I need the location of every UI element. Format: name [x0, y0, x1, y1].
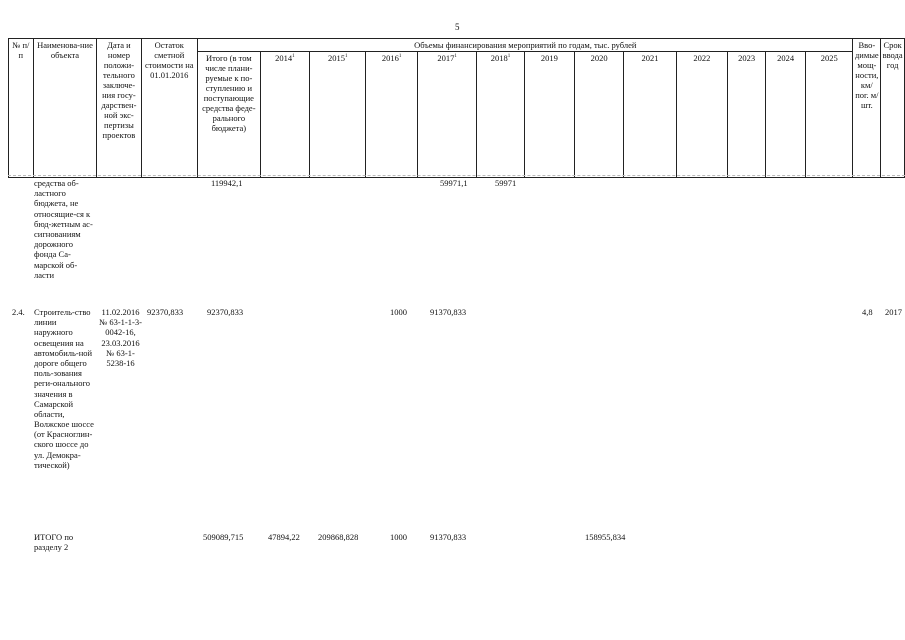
header-table	[8, 38, 905, 178]
row-1-2017: 59971,1	[440, 178, 468, 188]
row-3-total: 509089,715	[203, 532, 244, 542]
header-total: Итого (в том числе плани-руемые к по-ступлению и поступающие средства феде-рального бюджета)	[198, 52, 261, 178]
row-2-total: 92370,833	[207, 307, 244, 317]
header-year-2025: 2025	[806, 52, 853, 178]
row-1-name: средства об-ластного бюджета, не относящие-ся к бюд-жетным ас-сигнованиям дорожного фонда Са-марской об-ласти	[34, 178, 93, 280]
header-remaining: Остаток сметной стоимости на 01.01.2016	[141, 39, 198, 178]
header-year-2023: 2023	[728, 52, 766, 178]
row-2-2017: 91370,833	[430, 307, 467, 317]
header-capacity: Вво-димые мощ-ности, км/ пог. м/шт.	[853, 39, 881, 178]
table-divider	[8, 175, 905, 176]
header-year-2024: 2024	[766, 52, 806, 178]
row-3-2016: 1000	[390, 532, 407, 542]
row-2-deadline: 2017	[885, 307, 902, 317]
row-2-date-cert: 11.02.2016 № 63-1-1-3-0042-16, 23.03.2016 № 63-1-5238-16	[99, 307, 142, 368]
header-year-2016: 2016$^1$	[366, 52, 417, 178]
row-2-name: Строитель-ство линии наружного освещения на автомобиль-ной дороге общего поль-зования реги-онального значения в Самарской области, Волжское шоссе (от Красноглин-ского шоссе до ул. Демокра-тической)	[34, 307, 94, 470]
header-year-2015: 2015$^1$	[309, 52, 366, 178]
row-1-total: 119942,1	[211, 178, 243, 188]
row-2-num: 2.4.	[12, 307, 25, 317]
row-2-2016: 1000	[390, 307, 407, 317]
header-year-2021: 2021	[624, 52, 676, 178]
row-2-capacity: 4,8	[862, 307, 873, 317]
header-deadline: Срок ввода год	[881, 39, 905, 178]
header-year-2020: 2020	[575, 52, 624, 178]
row-1-2018: 59971	[495, 178, 517, 188]
header-date-cert: Дата и номер положи-тельного заключе-ния госу-дарствен-ной экс-пертизы проектов	[97, 39, 141, 178]
header-year-2018: 2018$^1$	[477, 52, 524, 178]
row-3-2020: 158955,834	[585, 532, 626, 542]
page-number: 5	[455, 22, 460, 32]
row-3-name: ИТОГО по разделу 2	[34, 532, 74, 553]
header-year-2017: 2017$^1$	[417, 52, 477, 178]
header-name: Наименова-ние объекта	[33, 39, 97, 178]
row-3-2014: 47894,22	[268, 532, 300, 542]
header-num: № п/п	[9, 39, 34, 178]
row-3-2015: 209868,828	[318, 532, 359, 542]
row-2-remaining: 92370,833	[147, 307, 184, 317]
row-3-2017: 91370,833	[430, 532, 467, 542]
header-year-2019: 2019	[524, 52, 574, 178]
header-year-2014: 2014$^1$	[260, 52, 309, 178]
header-funding-group: Объемы финансирования мероприятий по годам, тыс. рублей	[198, 39, 853, 52]
header-year-2022: 2022	[676, 52, 727, 178]
